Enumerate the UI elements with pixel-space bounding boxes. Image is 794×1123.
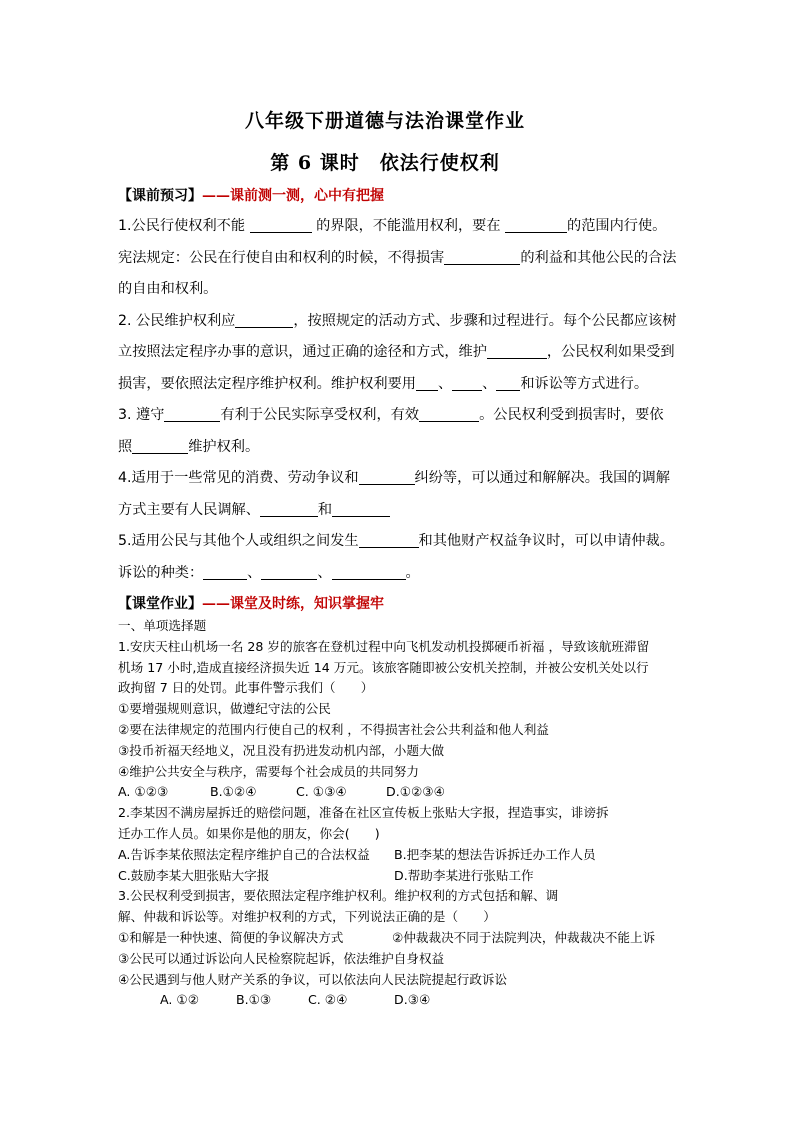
- preview-line: [118, 211, 688, 243]
- text: 宪法规定：公民在行使自由和权利的时候，不得损害: [118, 249, 445, 266]
- question-1-choices: [118, 782, 698, 803]
- answer-blank[interactable]: [164, 405, 220, 422]
- question-3-choices: [118, 990, 698, 1011]
- preview-line: [118, 463, 688, 495]
- answer-blank[interactable]: [250, 216, 312, 233]
- choice-c[interactable]: C.鼓励李某大胆张贴大字报: [118, 867, 270, 883]
- question-1-line: 政拘留 7 日的处罚。此事件警示我们（ ）: [118, 680, 374, 696]
- answer-blank[interactable]: [419, 405, 479, 422]
- answer-blank[interactable]: [496, 374, 520, 391]
- question-3-statement: ②仲裁裁决不同于法院判决，仲裁裁决不能上诉: [392, 929, 656, 945]
- question-2-choices-row: [118, 866, 698, 887]
- answer-blank[interactable]: [487, 342, 547, 359]
- text: 方式主要有人民调解、: [118, 501, 260, 518]
- question-3-line: 解、仲裁和诉讼等。对维护权利的方式，下列说法正确的是（ ）: [118, 909, 496, 925]
- answer-blank[interactable]: [203, 563, 247, 580]
- preview-questions: [118, 211, 688, 589]
- choice-a[interactable]: A. ①②: [160, 992, 199, 1008]
- question-3-statement: ③公民可以通过诉讼向人民检察院起诉，依法维护自身权益: [118, 950, 445, 966]
- text: 维护权利。: [188, 438, 260, 455]
- text: 、: [317, 564, 332, 581]
- answer-blank[interactable]: [260, 500, 318, 517]
- choice-d[interactable]: D.①②③④: [386, 784, 445, 800]
- preview-line: [118, 306, 688, 338]
- choice-c[interactable]: C. ②④: [308, 992, 348, 1008]
- question-2-choices-row: [118, 845, 698, 866]
- text: 照: [118, 438, 133, 455]
- answer-blank[interactable]: [359, 531, 419, 548]
- choice-a[interactable]: A. ①②③: [118, 784, 169, 800]
- choice-d[interactable]: D.帮助李某进行张贴工作: [394, 867, 534, 883]
- question-3-line: 3.公民权利受到损害，要依照法定程序维护权利。维护权利的方式包括和解、调: [118, 888, 559, 904]
- answer-blank[interactable]: [452, 374, 482, 391]
- classwork-section-heading: [118, 593, 384, 613]
- question-1-statement: ④维护公共安全与秩序，需要每个社会成员的共同努力: [118, 763, 419, 779]
- preview-line: [118, 243, 688, 275]
- preview-line: [118, 274, 688, 306]
- text: 3. 遵守: [118, 407, 165, 423]
- classwork-label: 【课堂作业】: [118, 596, 202, 612]
- preview-line: [118, 337, 688, 369]
- choice-b[interactable]: B.把李某的想法告诉拆迁办工作人员: [394, 846, 596, 862]
- choice-c[interactable]: C. ①③④: [296, 784, 347, 800]
- text: 1.公民行使权利不能: [118, 218, 246, 234]
- question-3-statement: ④公民遇到与他人财产关系的争议，可以依法向人民法院提起行政诉讼: [118, 971, 508, 987]
- text: 、: [482, 375, 497, 392]
- choice-b[interactable]: B.①③: [236, 992, 272, 1008]
- text: 和诉讼等方式进行。: [520, 375, 649, 392]
- text: 2. 公民维护权利应: [118, 312, 236, 329]
- preview-line: [118, 558, 688, 590]
- preview-line: [118, 400, 688, 432]
- preview-line: [118, 369, 688, 401]
- question-2-line: 2.李某因不满房屋拆迁的赔偿问题，准备在社区宣传板上张贴大字报，捏造事实，诽谤拆: [118, 805, 609, 821]
- text: 有利于公民实际享受权利，有效: [220, 407, 420, 423]
- text: 、: [437, 375, 453, 392]
- text: 的自由和权利。: [118, 281, 218, 297]
- text: 4.适用于一些常见的消费、劳动争议和: [118, 470, 359, 486]
- choice-b[interactable]: B.①②④: [210, 784, 257, 800]
- question-1-line: 1.安庆天柱山机场一名 28 岁的旅客在登机过程中向飞机发动机投掷硬币祈福 ，导致该航班滞留: [118, 638, 650, 654]
- question-1-statement: ③投币祈福天经地义，况且没有扔进发动机内部，小题大做: [118, 742, 445, 758]
- worksheet-title: 八年级下册道德与法治课堂作业: [244, 110, 525, 132]
- answer-blank[interactable]: [505, 216, 567, 233]
- text: 的利益和其他公民的合法: [520, 249, 677, 266]
- text: ，公民权利如果受到: [546, 344, 675, 360]
- text: 诉讼的种类：: [118, 564, 204, 581]
- text: 。公民权利受到损害时，要依: [479, 407, 664, 423]
- text: 的界限，不能滥用权利，要在: [316, 218, 501, 234]
- answer-blank[interactable]: [416, 374, 438, 391]
- answer-blank[interactable]: [132, 437, 188, 454]
- text: 和其他财产权益争议时，可以申请仲裁。: [418, 533, 674, 549]
- answer-blank[interactable]: [444, 248, 520, 265]
- answer-blank[interactable]: [235, 311, 293, 328]
- lesson-title: 第 6 课时 依法行使权利: [270, 152, 500, 174]
- question-1-statement: ①要增强规则意识，做遵纪守法的公民: [118, 701, 331, 717]
- question-2-line: 迁办工作人员。如果你是他的朋友，你会( ): [118, 825, 380, 841]
- preview-slogan: ——课前测一测，心中有把握: [202, 188, 384, 204]
- choice-d[interactable]: D.③④: [394, 992, 431, 1008]
- question-1-line: 机场 17 小时,造成直接经济损失近 14 万元。该旅客随即被公安机关控制，并被公安机关处以行: [118, 659, 649, 675]
- question-1-statement: ②要在法律规定的范围内行使自己的权利 ，不得损害社会公共利益和他人利益: [118, 721, 549, 737]
- text: 和: [317, 501, 333, 518]
- text: 。: [405, 564, 420, 581]
- question-3-statement: ①和解是一种快速、简便的争议解决方式: [118, 929, 344, 945]
- answer-blank[interactable]: [359, 468, 415, 485]
- answer-blank[interactable]: [261, 563, 317, 580]
- text: 的范围内行使。: [567, 218, 667, 234]
- question-type-heading: 一、单项选择题: [118, 618, 207, 633]
- text: 立按照法定程序办事的意识，通过正确的途径和方式，维护: [118, 344, 487, 360]
- preview-line: [118, 526, 688, 558]
- text: 、: [247, 564, 262, 581]
- text: 损害，要依照法定程序维护权利。维护权利要用: [118, 375, 416, 392]
- text: 5.适用公民与其他个人或组织之间发生: [118, 533, 359, 549]
- text: 纠纷等，可以通过和解解决。我国的调解: [414, 470, 670, 486]
- preview-label: 【课前预习】: [118, 188, 202, 204]
- text: ，按照规定的活动方式、步骤和过程进行。每个公民都应该树: [293, 312, 677, 329]
- preview-line: [118, 432, 688, 464]
- preview-section-heading: [118, 185, 384, 205]
- choice-a[interactable]: A.告诉李某依照法定程序维护自己的合法权益: [118, 846, 370, 862]
- classwork-questions: [118, 616, 698, 1011]
- answer-blank[interactable]: [332, 563, 406, 580]
- question-3-statements-row: [118, 928, 698, 949]
- classwork-slogan: ——课堂及时练，知识掌握牢: [202, 596, 384, 612]
- answer-blank[interactable]: [332, 500, 390, 517]
- preview-line: [118, 495, 688, 527]
